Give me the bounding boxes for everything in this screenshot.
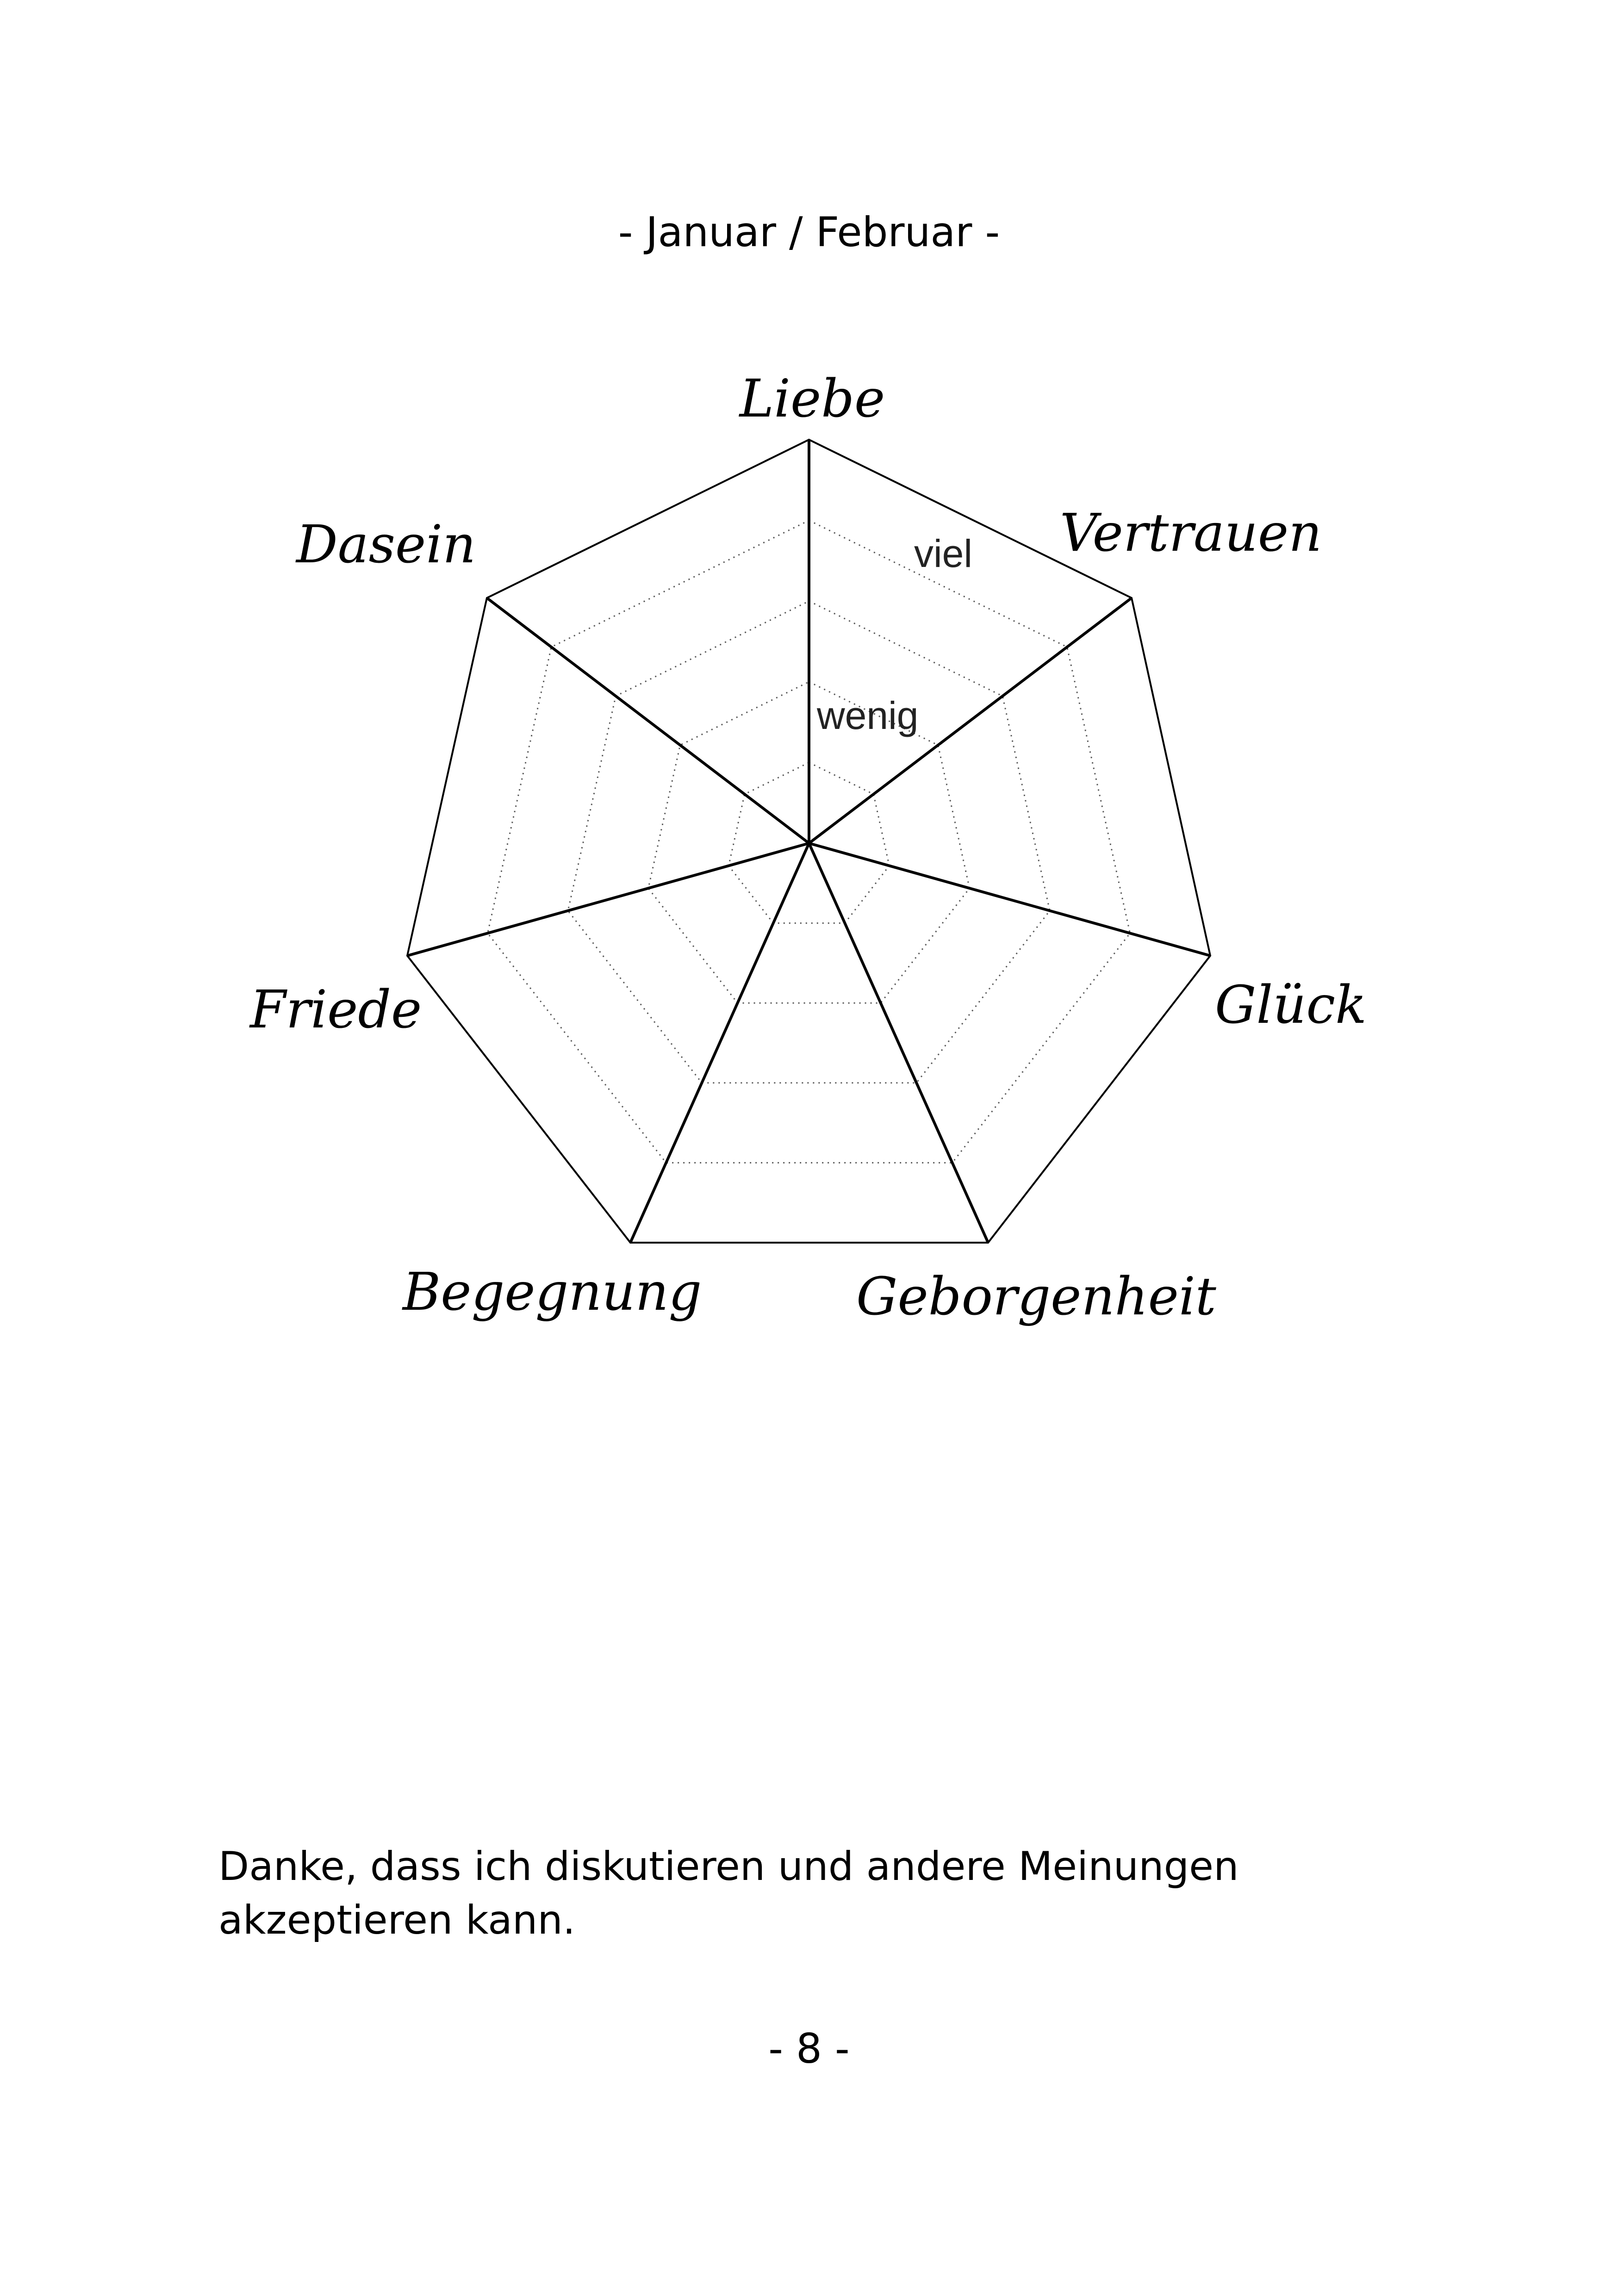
body-text-line-1: Danke, dass ich diskutieren und andere Meinungen (218, 1843, 1239, 1890)
axis-label-geborgenheit: Geborgenheit (856, 1267, 1216, 1327)
spoke-3 (809, 843, 1210, 956)
page-number: - 8 - (768, 2025, 850, 2072)
axis-label-dasein: Dasein (296, 515, 476, 575)
axis-label-glueck: Glück (1215, 975, 1367, 1035)
axis-label-vertrauen: Vertrauen (1060, 503, 1322, 563)
body-text (218, 1840, 1422, 1947)
scale-label-high: viel (914, 532, 973, 575)
spoke-7 (487, 598, 809, 843)
spoke-6 (407, 843, 809, 956)
scale-label-low: wenig (817, 694, 919, 737)
body-text-line-2: akzeptieren kann. (218, 1897, 576, 1943)
axis-label-liebe: Liebe (739, 369, 885, 429)
spoke-5 (630, 843, 809, 1243)
page-header-period: - Januar / Februar - (618, 208, 1000, 256)
axis-label-friede: Friede (250, 980, 422, 1040)
spoke-4 (809, 843, 988, 1243)
axis-label-begegnung: Begegnung (403, 1262, 702, 1322)
